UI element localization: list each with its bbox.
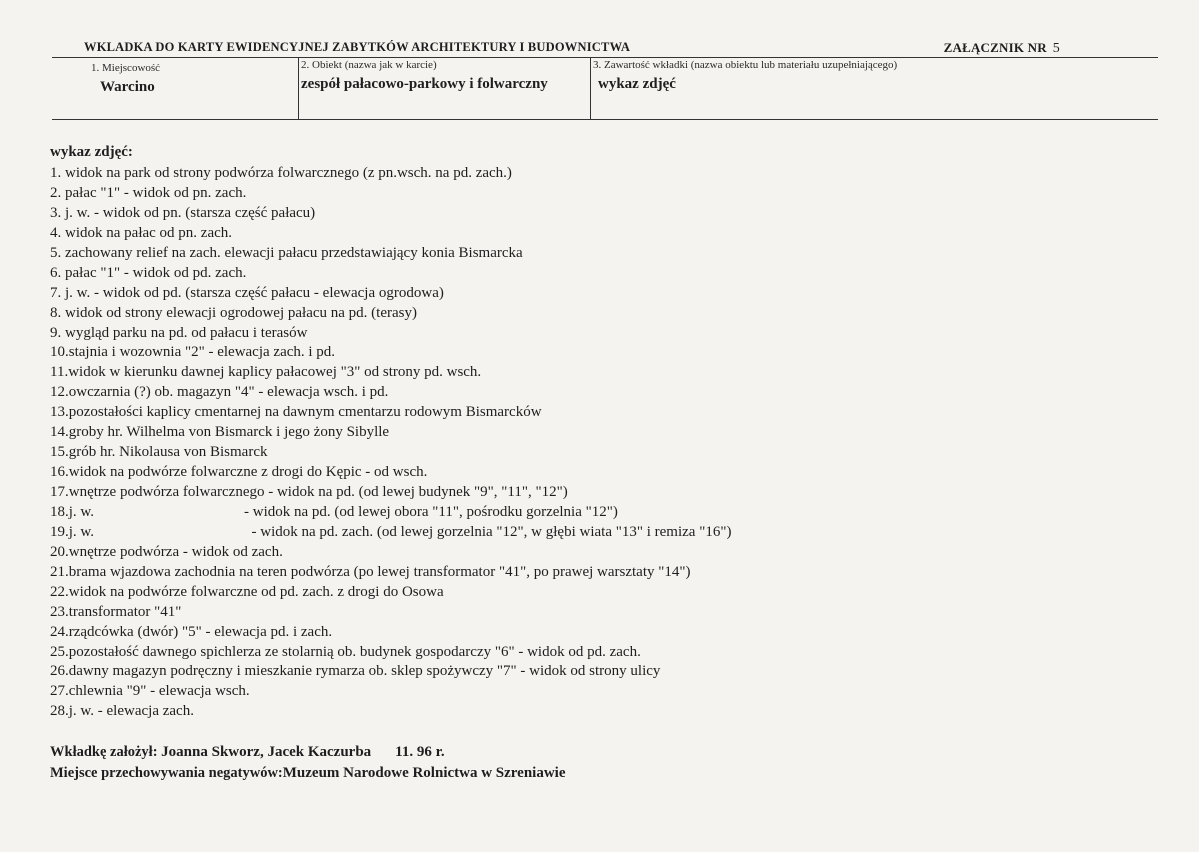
photo-list-item: 16.widok na podwórze folwarczne z drogi do Kępic - od wsch. bbox=[50, 464, 428, 481]
photo-list-item: 6. pałac "1" - widok od pd. zach. bbox=[50, 264, 247, 281]
photo-list-item: 27.chlewnia "9" - elewacja wsch. bbox=[50, 683, 250, 700]
photo-list-item: 2. pałac "1" - widok od pn. zach. bbox=[50, 184, 247, 201]
photo-list-item: 22.widok na podwórze folwarczne od pd. zach. z drogi do Osowa bbox=[50, 583, 444, 600]
object-value: zespół pałacowo-parkowy i folwarczny bbox=[301, 76, 548, 92]
photo-list-item: 11.widok w kierunku dawnej kaplicy pałacowej "3" od strony pd. wsch. bbox=[50, 364, 482, 381]
object-label: 2. Obiekt (nazwa jak w karcie) bbox=[301, 59, 437, 71]
photo-list-item: 26.dawny magazyn podręczny i mieszkanie rymarza ob. sklep spożywczy "7" - widok od strony ulicy bbox=[50, 663, 661, 680]
content-value: wykaz zdjęć bbox=[598, 76, 676, 92]
photo-list-item: 10.stajnia i wozownia "2" - elewacja zach. i pd. bbox=[50, 344, 336, 361]
photo-list bbox=[50, 163, 731, 721]
photo-list-item: 20.wnętrze podwórza - widok od zach. bbox=[50, 543, 283, 560]
annex-text: ZAŁĄCZNIK NR bbox=[943, 40, 1047, 55]
place-value: Warcino bbox=[100, 79, 155, 95]
photo-list-item: 5. zachowany relief na zach. elewacji pałacu przedstawiający konia Bismarcka bbox=[50, 244, 523, 261]
photo-list-item: 28.j. w. - elewacja zach. bbox=[50, 703, 194, 720]
column-divider bbox=[298, 57, 299, 119]
photo-list-item: 19.j. w. - widok na pd. zach. (od lewej gorzelnia "12", w głębi wiata "13" i remiza "16") bbox=[50, 523, 732, 540]
sheet-title: WKLADKA DO KARTY EWIDENCYJNEJ ZABYTKÓW ARCHITEKTURY I BUDOWNICTWA bbox=[84, 40, 631, 54]
date-value: 11. 96 r. bbox=[395, 744, 445, 760]
photo-list-item: 15.grób hr. Nikolausa von Bismarck bbox=[50, 444, 268, 461]
storage-value: Muzeum Narodowe Rolnictwa w Szreniawie bbox=[282, 765, 566, 781]
content-label: 3. Zawartość wkładki (nazwa obiektu lub materiału uzupełniającego) bbox=[593, 59, 898, 71]
annex-label bbox=[944, 40, 1060, 57]
author-value: Joanna Skworz, Jacek Kaczurba bbox=[161, 744, 372, 760]
photo-list-title: wykaz zdjęć: bbox=[50, 144, 133, 160]
author-label: Wkładkę założył: bbox=[50, 744, 158, 760]
photo-list-item: 21.brama wjazdowa zachodnia na teren podwórza (po lewej transformator "41", po prawej warsztaty "14") bbox=[50, 563, 691, 580]
author-line bbox=[50, 744, 445, 761]
table-bottom-rule bbox=[52, 119, 1158, 120]
photo-list-item: 12.owczarnia (?) ob. magazyn "4" - elewacja wsch. i pd. bbox=[50, 384, 389, 401]
photo-list-item: 25.pozostałość dawnego spichlerza ze stolarnią ob. budynek gospodarczy "6" - widok od pd. zach. bbox=[50, 643, 641, 660]
photo-list-item: 17.wnętrze podwórza folwarcznego - widok na pd. (od lewej budynek "9", "11", "12") bbox=[50, 484, 568, 500]
photo-list-item: 13.pozostałości kaplicy cmentarnej na dawnym cmentarzu rodowym Bismarcków bbox=[50, 404, 542, 421]
storage-label: Miejsce przechowywania negatywów: bbox=[50, 765, 283, 781]
annex-number: 5 bbox=[1052, 41, 1060, 56]
photo-list-item: 8. widok od strony elewacji ogrodowej pałacu na pd. (terasy) bbox=[50, 304, 417, 321]
photo-list-item: 1. widok na park od strony podwórza folwarcznego (z pn.wsch. na pd. zach.) bbox=[50, 165, 512, 181]
photo-list-item: 3. j. w. - widok od pn. (starsza część pałacu) bbox=[50, 204, 316, 221]
photo-list-item: 18.j. w. - widok na pd. (od lewej obora "11", pośrodku gorzelnia "12") bbox=[50, 503, 618, 520]
photo-list-item: 14.groby hr. Wilhelma von Bismarck i jego żony Sibylle bbox=[50, 424, 390, 441]
column-divider bbox=[590, 57, 591, 119]
photo-list-item: 9. wygląd parku na pd. od pałacu i terasów bbox=[50, 324, 308, 341]
photo-list-item: 23.transformator "41" bbox=[50, 603, 182, 620]
storage-line bbox=[50, 765, 566, 782]
photo-list-item: 7. j. w. - widok od pd. (starsza część pałacu - elewacja ogrodowa) bbox=[50, 284, 444, 301]
place-label: 1. Miejscowość bbox=[91, 62, 161, 74]
photo-list-item: 24.rządcówka (dwór) "5" - elewacja pd. i zach. bbox=[50, 623, 333, 640]
photo-list-item: 4. widok na pałac od pn. zach. bbox=[50, 224, 233, 241]
table-top-rule bbox=[52, 57, 1158, 58]
